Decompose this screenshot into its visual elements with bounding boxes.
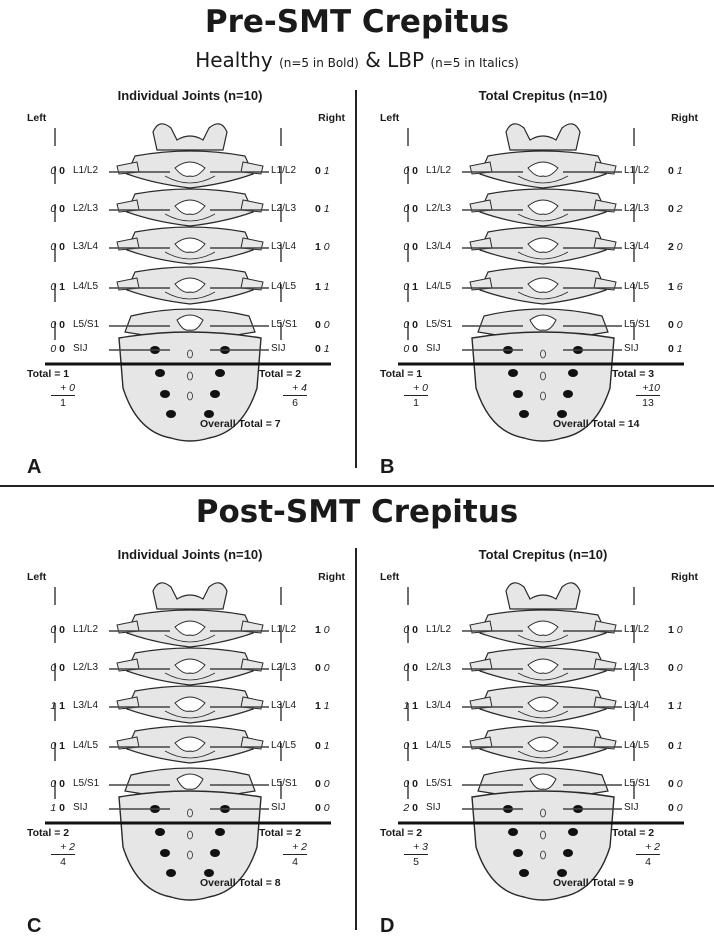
lbp-count: 1 <box>403 700 410 712</box>
healthy-count: 1 <box>59 281 65 293</box>
subtitle-lbp-note: (n=5 in Italics) <box>430 56 519 70</box>
sacral-foramen <box>210 390 220 398</box>
level-label-left: SIJ <box>426 802 441 813</box>
level-label-left: L5/S1 <box>426 319 453 330</box>
panel-letter: A <box>27 456 42 478</box>
healthy-count: 0 <box>668 203 674 215</box>
vertebra-2 <box>117 189 263 226</box>
right-value-5 <box>315 802 355 814</box>
lbp-count: 0 <box>323 241 330 253</box>
healthy-count: 1 <box>668 700 674 712</box>
left-label: Left <box>380 571 400 583</box>
panel-c <box>25 547 355 947</box>
healthy-count: 0 <box>315 319 321 331</box>
level-label-left: L1/L2 <box>426 624 452 635</box>
level-label-right: L4/L5 <box>624 281 650 292</box>
overall-total: Overall Total = 14 <box>553 418 640 430</box>
right-value-5 <box>315 343 355 355</box>
subtitle-amp: & <box>365 48 381 72</box>
left-value-5 <box>378 802 418 814</box>
level-label-left: L5/S1 <box>73 319 100 330</box>
right-value-2 <box>668 700 708 712</box>
level-label-left: L5/S1 <box>426 778 453 789</box>
sacral-foramen <box>166 410 176 418</box>
vertebra-4 <box>117 267 263 304</box>
level-label-right: L4/L5 <box>271 740 297 751</box>
level-label-left: L1/L2 <box>426 165 452 176</box>
right-value-0 <box>315 624 355 636</box>
lbp-count: 1 <box>323 740 330 752</box>
right-total: Total = 2 <box>612 827 655 839</box>
panel-letter: B <box>380 456 395 478</box>
lbp-count: 2 <box>676 203 683 215</box>
lbp-count: 1 <box>323 700 330 712</box>
healthy-count: 0 <box>315 662 321 674</box>
lbp-count: 0 <box>50 662 57 674</box>
lbp-count: 0 <box>676 662 683 674</box>
right-value-5 <box>668 802 708 814</box>
sacral-foramen <box>204 410 214 418</box>
level-label-right: L4/L5 <box>624 740 650 751</box>
sacral-foramen <box>519 869 529 877</box>
sacral-foramen <box>513 390 523 398</box>
right-lbp-addend: +10 <box>636 382 660 396</box>
lbp-count: 6 <box>676 281 683 293</box>
sacral-foramen <box>166 869 176 877</box>
left-sum: 5 <box>413 856 419 868</box>
lbp-count: 0 <box>50 165 57 177</box>
right-value-1 <box>668 662 708 674</box>
sacral-foramen <box>519 410 529 418</box>
subtitle-lbp: LBP <box>387 48 425 72</box>
left-total: Total = 1 <box>380 368 423 380</box>
left-value-0 <box>25 165 65 177</box>
left-sum: 4 <box>60 856 66 868</box>
sacral-foramen <box>215 369 225 377</box>
level-label-right: L2/L3 <box>624 662 650 673</box>
healthy-count: 0 <box>668 319 674 331</box>
level-label-left: L3/L4 <box>73 241 99 252</box>
lbp-count: 0 <box>50 624 57 636</box>
right-value-2 <box>315 241 355 253</box>
level-label-left: L1/L2 <box>73 165 99 176</box>
healthy-count: 0 <box>59 203 65 215</box>
panel-letter: C <box>27 915 42 937</box>
lbp-count: 0 <box>676 319 683 331</box>
vertebra-1 <box>470 151 616 188</box>
lbp-count: 1 <box>50 700 57 712</box>
healthy-count: 1 <box>59 700 65 712</box>
lbp-count: 0 <box>403 281 410 293</box>
overall-total: Overall Total = 7 <box>200 418 281 430</box>
level-label-left: SIJ <box>73 343 88 354</box>
level-label-right: L3/L4 <box>624 700 650 711</box>
left-lbp-addend: + 3 <box>404 841 428 855</box>
left-value-1 <box>378 203 418 215</box>
sacral-foramen <box>210 849 220 857</box>
lbp-count: 0 <box>403 662 410 674</box>
lbp-count: 0 <box>403 343 410 355</box>
healthy-count: 1 <box>315 700 321 712</box>
healthy-count: 0 <box>59 319 65 331</box>
healthy-count: 1 <box>315 241 321 253</box>
level-label-left: L3/L4 <box>73 700 99 711</box>
healthy-count: 1 <box>668 624 674 636</box>
level-label-right: L5/S1 <box>271 778 298 789</box>
healthy-count: 0 <box>412 241 418 253</box>
right-sum: 4 <box>292 856 298 868</box>
healthy-count: 0 <box>59 662 65 674</box>
lbp-count: 0 <box>403 165 410 177</box>
lbp-count: 0 <box>403 203 410 215</box>
left-value-2 <box>378 241 418 253</box>
right-value-4 <box>668 319 708 331</box>
right-label: Right <box>671 112 698 124</box>
lbp-count: 0 <box>50 281 57 293</box>
healthy-count: 0 <box>315 165 321 177</box>
sacral-foramen <box>160 849 170 857</box>
level-label-left: L4/L5 <box>426 740 452 751</box>
panel-d <box>378 547 708 947</box>
level-label-right: L5/S1 <box>271 319 298 330</box>
left-value-1 <box>378 662 418 674</box>
level-label-left: L2/L3 <box>426 662 452 673</box>
sacral-foramen <box>160 390 170 398</box>
right-value-2 <box>315 700 355 712</box>
healthy-count: 0 <box>412 343 418 355</box>
level-label-left: SIJ <box>73 802 88 813</box>
sacral-foramen <box>204 869 214 877</box>
level-label-left: SIJ <box>426 343 441 354</box>
right-sum: 13 <box>642 397 654 409</box>
level-label-right: L1/L2 <box>271 165 297 176</box>
right-total: Total = 2 <box>259 827 302 839</box>
lbp-count: 1 <box>323 165 330 177</box>
panel-heading: Total Crepitus (n=10) <box>478 547 608 562</box>
sacral-foramen <box>568 828 578 836</box>
right-value-2 <box>668 241 708 253</box>
right-value-3 <box>315 740 355 752</box>
level-label-right: L1/L2 <box>624 624 650 635</box>
sacral-foramen <box>563 390 573 398</box>
lbp-count: 0 <box>403 740 410 752</box>
vertebra-3 <box>117 227 263 264</box>
right-sum: 4 <box>645 856 651 868</box>
left-total: Total = 1 <box>27 368 70 380</box>
vertebra-3 <box>470 686 616 723</box>
panel-b <box>378 88 708 488</box>
level-label-left: L1/L2 <box>73 624 99 635</box>
left-total: Total = 2 <box>380 827 423 839</box>
lbp-count: 1 <box>676 165 683 177</box>
vertebra-1 <box>470 610 616 647</box>
healthy-count: 0 <box>412 203 418 215</box>
panel-heading: Individual Joints (n=10) <box>117 547 263 562</box>
lbp-count: 0 <box>403 624 410 636</box>
lbp-count: 1 <box>676 740 683 752</box>
level-label-left: L4/L5 <box>73 740 99 751</box>
right-label: Right <box>318 112 345 124</box>
right-value-3 <box>668 281 708 293</box>
level-label-left: L2/L3 <box>426 203 452 214</box>
lbp-count: 0 <box>50 241 57 253</box>
healthy-count: 1 <box>315 624 321 636</box>
level-label-right: L2/L3 <box>624 203 650 214</box>
healthy-count: 0 <box>412 319 418 331</box>
healthy-count: 0 <box>59 778 65 790</box>
lbp-count: 0 <box>50 740 57 752</box>
healthy-count: 0 <box>59 165 65 177</box>
healthy-count: 0 <box>668 778 674 790</box>
left-value-5 <box>378 343 418 355</box>
sacral-foramen <box>508 369 518 377</box>
healthy-count: 0 <box>315 802 321 814</box>
subtitle-healthy: Healthy <box>195 48 273 72</box>
healthy-count: 1 <box>315 281 321 293</box>
level-label-right: L5/S1 <box>624 319 651 330</box>
healthy-count: 0 <box>315 740 321 752</box>
healthy-count: 0 <box>59 343 65 355</box>
right-sum: 6 <box>292 397 298 409</box>
lbp-count: 0 <box>323 624 330 636</box>
lbp-count: 0 <box>50 343 57 355</box>
left-value-1 <box>25 662 65 674</box>
left-lbp-addend: + 0 <box>404 382 428 396</box>
level-label-left: L2/L3 <box>73 203 99 214</box>
right-lbp-addend: + 4 <box>283 382 307 396</box>
left-value-3 <box>25 281 65 293</box>
healthy-count: 1 <box>412 281 418 293</box>
healthy-count: 0 <box>59 624 65 636</box>
right-value-1 <box>315 203 355 215</box>
vertebra-4 <box>117 726 263 763</box>
lbp-count: 1 <box>676 700 683 712</box>
healthy-count: 2 <box>668 241 674 253</box>
vertebra-4 <box>470 726 616 763</box>
divider-vertical-bottom <box>355 548 357 930</box>
left-value-2 <box>25 700 65 712</box>
right-label: Right <box>318 571 345 583</box>
level-label-right: L2/L3 <box>271 662 297 673</box>
right-total: Total = 3 <box>612 368 655 380</box>
healthy-count: 0 <box>59 802 65 814</box>
level-label-left: L4/L5 <box>73 281 99 292</box>
level-label-left: L5/S1 <box>73 778 100 789</box>
healthy-count: 0 <box>668 343 674 355</box>
sacral-foramen <box>215 828 225 836</box>
pre-smt-title: Pre-SMT Crepitus <box>204 4 510 40</box>
lbp-count: 0 <box>50 319 57 331</box>
healthy-count: 0 <box>412 802 418 814</box>
sacral-foramen <box>508 828 518 836</box>
left-value-2 <box>378 700 418 712</box>
vertebra-2 <box>470 189 616 226</box>
sacral-foramen <box>557 869 567 877</box>
level-label-left: L4/L5 <box>426 281 452 292</box>
level-label-right: L3/L4 <box>271 700 297 711</box>
right-value-4 <box>315 778 355 790</box>
vertebra-2 <box>117 648 263 685</box>
right-lbp-addend: + 2 <box>283 841 307 855</box>
sacral-foramen <box>513 849 523 857</box>
left-value-0 <box>378 165 418 177</box>
lbp-count: 1 <box>676 343 683 355</box>
left-value-5 <box>25 343 65 355</box>
level-label-right: L5/S1 <box>624 778 651 789</box>
right-value-3 <box>668 740 708 752</box>
vertebra-3 <box>117 686 263 723</box>
overall-total: Overall Total = 8 <box>200 877 281 889</box>
lbp-count: 2 <box>403 802 410 814</box>
lbp-count: 1 <box>323 281 330 293</box>
subtitle-healthy-note: (n=5 in Bold) <box>279 56 359 70</box>
level-label-right: SIJ <box>271 343 286 354</box>
left-label: Left <box>380 112 400 124</box>
left-value-3 <box>378 281 418 293</box>
overall-total: Overall Total = 9 <box>553 877 634 889</box>
level-label-right: L3/L4 <box>624 241 650 252</box>
left-sum: 1 <box>413 397 419 409</box>
right-value-0 <box>668 624 708 636</box>
level-label-right: L3/L4 <box>271 241 297 252</box>
right-value-4 <box>668 778 708 790</box>
lbp-count: 0 <box>676 778 683 790</box>
healthy-count: 0 <box>668 662 674 674</box>
healthy-count: 1 <box>412 740 418 752</box>
healthy-count: 1 <box>412 700 418 712</box>
vertebra-1 <box>117 610 263 647</box>
healthy-count: 0 <box>412 624 418 636</box>
left-value-4 <box>378 319 418 331</box>
right-lbp-addend: + 2 <box>636 841 660 855</box>
level-label-right: L1/L2 <box>624 165 650 176</box>
level-label-right: L4/L5 <box>271 281 297 292</box>
panel-letter: D <box>380 915 395 937</box>
right-value-1 <box>315 662 355 674</box>
lbp-count: 0 <box>676 624 683 636</box>
divider-vertical-top <box>355 90 357 468</box>
lbp-count: 0 <box>403 319 410 331</box>
sacral-foramen <box>557 410 567 418</box>
healthy-count: 0 <box>412 662 418 674</box>
level-label-left: L2/L3 <box>73 662 99 673</box>
lbp-count: 0 <box>676 241 683 253</box>
right-value-0 <box>668 165 708 177</box>
right-value-3 <box>315 281 355 293</box>
healthy-count: 0 <box>315 203 321 215</box>
left-total: Total = 2 <box>27 827 70 839</box>
sacral-foramen <box>568 369 578 377</box>
sacral-foramen <box>155 828 165 836</box>
level-label-right: L1/L2 <box>271 624 297 635</box>
left-value-5 <box>25 802 65 814</box>
right-value-1 <box>668 203 708 215</box>
lbp-count: 0 <box>323 778 330 790</box>
left-lbp-addend: + 2 <box>51 841 75 855</box>
panel-heading: Individual Joints (n=10) <box>117 88 263 103</box>
lbp-count: 0 <box>323 802 330 814</box>
level-label-right: L2/L3 <box>271 203 297 214</box>
healthy-count: 1 <box>59 740 65 752</box>
lbp-count: 0 <box>50 778 57 790</box>
panel-a <box>25 88 355 488</box>
level-label-right: SIJ <box>271 802 286 813</box>
lbp-count: 0 <box>676 802 683 814</box>
sacral-foramen <box>563 849 573 857</box>
healthy-count: 1 <box>668 281 674 293</box>
post-smt-title: Post-SMT Crepitus <box>195 494 519 530</box>
subtitle <box>0 48 714 72</box>
vertebra-1 <box>117 151 263 188</box>
healthy-count: 0 <box>668 165 674 177</box>
left-value-0 <box>378 624 418 636</box>
left-value-4 <box>25 319 65 331</box>
level-label-left: L3/L4 <box>426 241 452 252</box>
healthy-count: 0 <box>59 241 65 253</box>
right-value-5 <box>668 343 708 355</box>
lbp-count: 0 <box>403 241 410 253</box>
lbp-count: 0 <box>323 662 330 674</box>
level-label-right: SIJ <box>624 802 639 813</box>
right-value-4 <box>315 319 355 331</box>
vertebra-3 <box>470 227 616 264</box>
lbp-count: 0 <box>323 319 330 331</box>
sacral-foramen <box>155 369 165 377</box>
healthy-count: 0 <box>315 343 321 355</box>
level-label-right: SIJ <box>624 343 639 354</box>
right-total: Total = 2 <box>259 368 302 380</box>
lbp-count: 1 <box>323 203 330 215</box>
vertebra-2 <box>470 648 616 685</box>
left-value-3 <box>25 740 65 752</box>
panel-heading: Total Crepitus (n=10) <box>478 88 608 103</box>
left-label: Left <box>27 112 47 124</box>
vertebra-4 <box>470 267 616 304</box>
right-label: Right <box>671 571 698 583</box>
left-lbp-addend: + 0 <box>51 382 75 396</box>
lbp-count: 1 <box>50 802 57 814</box>
healthy-count: 0 <box>412 778 418 790</box>
left-value-4 <box>378 778 418 790</box>
healthy-count: 0 <box>668 740 674 752</box>
lbp-count: 1 <box>323 343 330 355</box>
left-value-1 <box>25 203 65 215</box>
healthy-count: 0 <box>412 165 418 177</box>
lbp-count: 0 <box>403 778 410 790</box>
left-value-2 <box>25 241 65 253</box>
healthy-count: 0 <box>668 802 674 814</box>
left-label: Left <box>27 571 47 583</box>
healthy-count: 0 <box>315 778 321 790</box>
left-value-4 <box>25 778 65 790</box>
left-value-3 <box>378 740 418 752</box>
right-value-0 <box>315 165 355 177</box>
left-value-0 <box>25 624 65 636</box>
lbp-count: 0 <box>50 203 57 215</box>
level-label-left: L3/L4 <box>426 700 452 711</box>
left-sum: 1 <box>60 397 66 409</box>
